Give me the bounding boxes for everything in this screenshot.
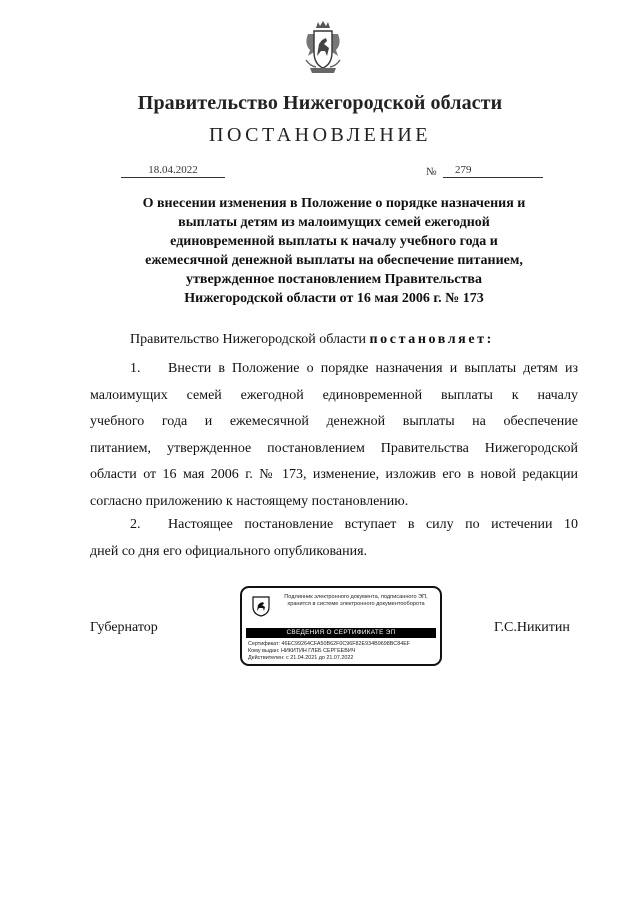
paragraph-line: 2. Настоящее постановление вступает в силу по истечении 10 — [90, 512, 578, 539]
document-date: 18.04.2022 — [121, 164, 225, 178]
stamp-header-line: Подлинник электронного документа, подписанного ЭП, — [284, 594, 428, 600]
title-line: ежемесячной денежной выплаты на обеспечение питанием, — [145, 253, 523, 268]
document-number: 279 — [443, 164, 543, 178]
intro-paragraph — [130, 332, 494, 348]
signatory-name: Г.С.Никитин — [494, 620, 570, 635]
title-line: единовременной выплаты к началу учебного года и — [170, 234, 498, 249]
e-signature-stamp — [240, 586, 442, 666]
paragraph-number: 2. — [130, 517, 141, 532]
title-line: выплаты детям из малоимущих семей ежегодной — [178, 215, 490, 230]
deer-emblem-icon — [250, 595, 272, 617]
title-line: Нижегородской области от 16 мая 2006 г. № 173 — [184, 291, 484, 306]
paragraph-line: согласно приложению к настоящему постановлению. — [90, 493, 409, 509]
paragraph-line: области от 16 мая 2006 г. № 173, изменение, изложив его в новой редакции — [90, 467, 578, 482]
stamp-details — [248, 641, 410, 662]
document-title — [118, 194, 550, 308]
stamp-owner: Кому выдан: НИКИТИН ГЛЕБ СЕРГЕЕВИЧ — [248, 648, 356, 654]
coat-of-arms-icon — [300, 20, 346, 76]
stamp-header — [276, 594, 436, 608]
title-line: О внесении изменения в Положение о порядке назначения и — [142, 196, 526, 211]
document-type: ПОСТАНОВЛЕНИЕ — [209, 124, 431, 146]
intro-emphasis: постановляет: — [369, 332, 494, 347]
stamp-certificate: Сертификат: 46EC99264CFA50B62F0C96F82E934B9698BC84EF — [248, 641, 411, 647]
stamp-header-line: хранится в системе электронного документооборота — [287, 601, 425, 607]
paragraph-1 — [90, 356, 578, 515]
paragraph-line: питанием, утвержденное постановлением Правительства Нижегородской — [90, 440, 578, 456]
paragraph-line: малоимущих семей ежегодной единовременной выплаты к началу — [90, 387, 578, 403]
title-line: утвержденное постановлением Правительства — [186, 272, 482, 287]
organization-name: Правительство Нижегородской области — [137, 92, 503, 114]
intro-text: Правительство Нижегородской области — [130, 332, 370, 347]
stamp-certificate-bar: СВЕДЕНИЯ О СЕРТИФИКАТЕ ЭП — [246, 628, 436, 638]
paragraph-line: дней со дня его официального опубликования. — [90, 543, 368, 559]
signatory-title: Губернатор — [90, 620, 158, 635]
paragraph-line: учебного года и ежемесячной денежной выплаты на обеспечение — [90, 414, 578, 429]
paragraph-line: 1. Внести в Положение о порядке назначения и выплаты детям из — [90, 356, 578, 383]
stamp-validity: Действителен: с 21.04.2021 до 21.07.2022 — [248, 655, 354, 661]
paragraph-2 — [90, 512, 578, 565]
paragraph-number: 1. — [130, 361, 141, 376]
number-label: № — [426, 166, 437, 178]
